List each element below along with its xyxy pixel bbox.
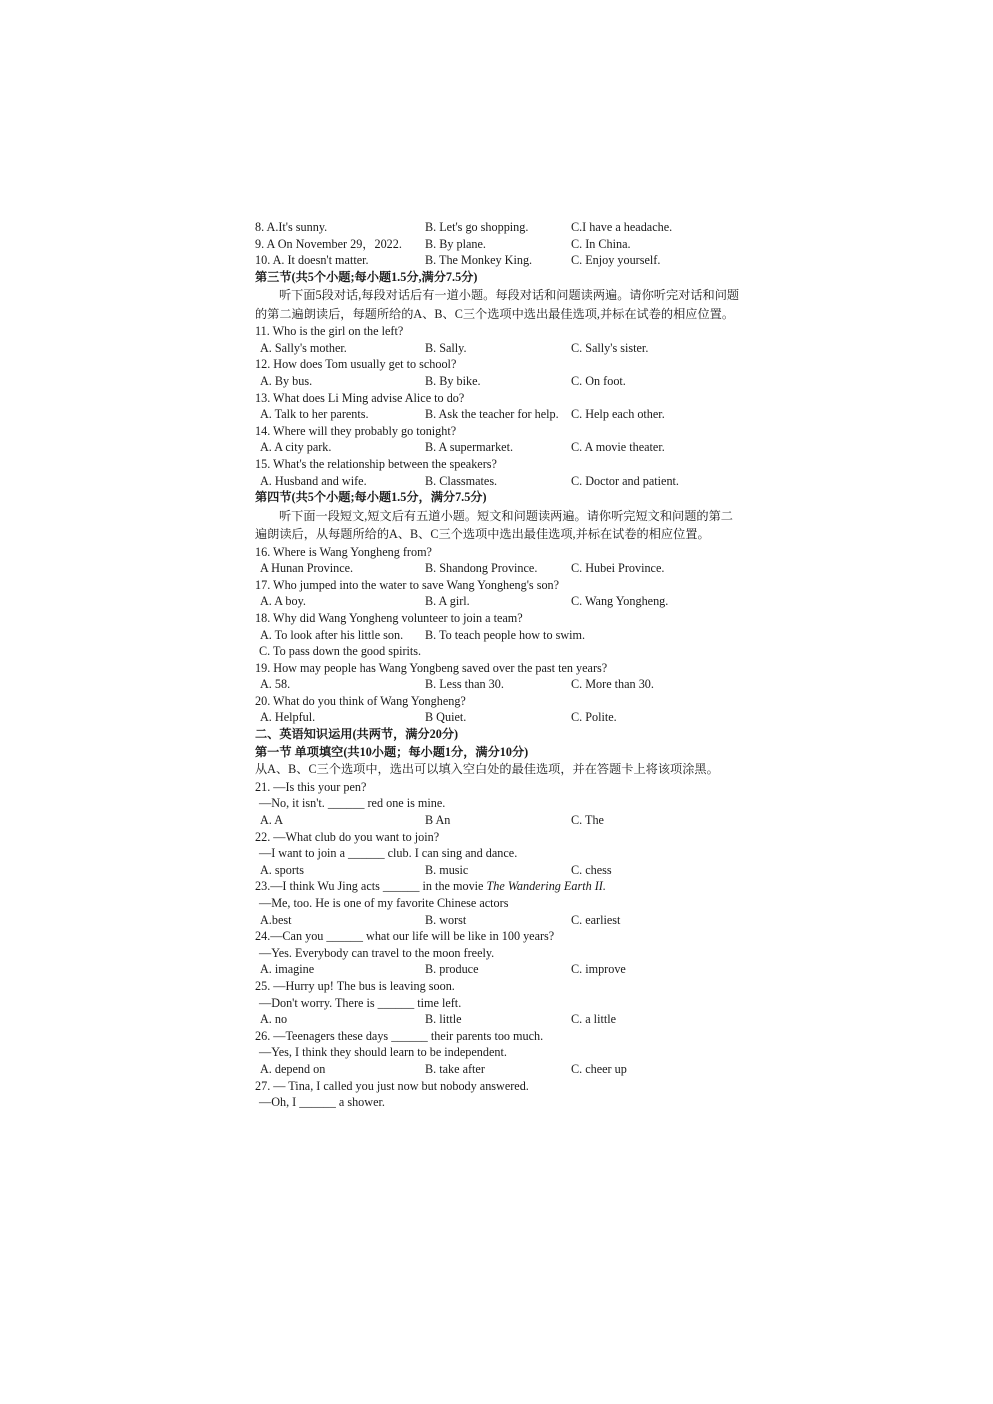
q12-option-b: B. By bike.: [425, 373, 481, 388]
q22-line-2: —I want to join a ______ club. I can sing and dance.: [259, 846, 518, 861]
q21-line-2: —No, it isn't. ______ red one is mine.: [259, 796, 446, 811]
q25-line-2: —Don't worry. There is ______ time left.: [259, 995, 462, 1010]
q13-option-a: A. Talk to her parents.: [260, 407, 369, 422]
q23-option-c: C. earliest: [571, 912, 621, 927]
q15-stem: 15. What's the relationship between the speakers?: [255, 456, 497, 471]
q27-line-2: —Oh, I ______ a shower.: [259, 1095, 385, 1110]
q23-line-1-text: 23.—I think Wu Jing acts ______ in the movie: [255, 879, 487, 894]
q26-option-b: B. take after: [425, 1061, 485, 1076]
q13-stem: 13. What does Li Ming advise Alice to do?: [255, 390, 465, 405]
q9-option-a: 9. A On November 29，2022.: [255, 236, 402, 251]
q26-line-1: 26. —Teenagers these days ______ their parents too much.: [255, 1028, 544, 1043]
q23-options: [255, 912, 745, 929]
q25-options: [255, 1011, 745, 1028]
q10-option-c: C. Enjoy yourself.: [571, 253, 661, 268]
q20-option-b: B Quiet.: [425, 710, 467, 725]
q25-option-a: A. no: [260, 1012, 288, 1027]
q14-option-a: A. A city park.: [260, 440, 332, 455]
q25-option-c: C. a little: [571, 1012, 617, 1027]
q17-stem: 17. Who jumped into the water to save Wang Yongheng's son?: [255, 577, 560, 592]
q12-option-a: A. By bus.: [260, 373, 313, 388]
q24-options: [255, 961, 745, 978]
q10-option-b: B. The Monkey King.: [425, 253, 533, 268]
q12-options: [255, 373, 745, 390]
q14-stem: 14. Where will they probably go tonight?: [255, 423, 457, 438]
q11-stem: 11. Who is the girl on the left?: [255, 324, 404, 339]
q19-option-c: C. More than 30.: [571, 677, 654, 692]
q26-option-a: A. depend on: [260, 1061, 326, 1076]
section-3-instructions: 听下面5段对话,每段对话后有一道小题。每段对话和问题读两遍。请你听完对话和问题的第二遍朗读后，每题所给的A、B、C三个选项中选出最佳选项,并标在试卷的相应位置。: [255, 288, 740, 321]
q13-option-c: C. Help each other.: [571, 407, 665, 422]
q15-option-a: A. Husband and wife.: [260, 473, 367, 488]
q18-option-b: B. To teach people how to swim.: [425, 627, 586, 642]
part-2-section-1-heading: 第一节 单项填空(共10小题；每小题1分，满分10分): [255, 744, 529, 759]
q20-option-c: C. Polite.: [571, 710, 617, 725]
q24-option-a: A. imagine: [260, 962, 315, 977]
q8-option-a: 8. A.It's sunny.: [255, 220, 328, 234]
q14-option-b: B. A supermarket.: [425, 440, 514, 455]
q25-option-b: B. little: [425, 1012, 462, 1027]
q24-line-1: 24.—Can you ______ what our life will be like in 100 years?: [255, 929, 555, 944]
q11-option-a: A. Sally's mother.: [260, 340, 347, 355]
q17-options: [255, 593, 745, 610]
q16-option-a: A Hunan Province.: [260, 561, 354, 576]
q17-option-c: C. Wang Yongheng.: [571, 594, 669, 609]
q20-options: [255, 709, 745, 726]
q19-options: [255, 676, 745, 693]
q11-option-c: C. Sally's sister.: [571, 340, 649, 355]
q8-option-c: C.I have a headache.: [571, 220, 673, 234]
q23-line-2: —Me, too. He is one of my favorite Chinese actors: [259, 896, 509, 910]
q24-option-c: C. improve: [571, 962, 626, 977]
part-2-instructions: 从A、B、C三个选项中，选出可以填入空白处的最佳选项，并在答题卡上将该项涂黑。: [255, 762, 719, 777]
q24-option-b: B. produce: [425, 962, 479, 977]
q22-options: [255, 862, 745, 879]
q9-option-b: B. By plane.: [425, 236, 486, 251]
q21-option-c: C. The: [571, 813, 604, 828]
exam-content: [255, 219, 745, 1111]
q17-option-a: A. A boy.: [260, 594, 306, 609]
q16-stem: 16. Where is Wang Yongheng from?: [255, 544, 432, 559]
q23-movie-title: The Wandering Earth II.: [486, 879, 606, 894]
q15-option-b: B. Classmates.: [425, 473, 498, 488]
q9-option-c: C. In China.: [571, 236, 631, 251]
q25-line-1: 25. —Hurry up! The bus is leaving soon.: [255, 978, 455, 993]
q15-option-c: C. Doctor and patient.: [571, 473, 679, 488]
q26-option-c: C. cheer up: [571, 1061, 627, 1076]
q19-option-a: A. 58.: [260, 677, 291, 692]
q23-option-a: A.best: [260, 912, 292, 927]
q23-option-b: B. worst: [425, 912, 467, 927]
q21-line-1: 21. —Is this your pen?: [255, 779, 367, 794]
q21-option-b: B An: [425, 813, 451, 828]
q16-options: [255, 560, 745, 577]
q22-line-1: 22. —What club do you want to join?: [255, 829, 440, 844]
q12-stem: 12. How does Tom usually get to school?: [255, 357, 457, 372]
q21-option-a: A. A: [260, 813, 284, 828]
q18-options: [255, 627, 745, 644]
q17-option-b: B. A girl.: [425, 594, 470, 609]
q22-option-c: C. chess: [571, 862, 612, 877]
q14-options: [255, 439, 745, 456]
section-3-heading: 第三节(共5个小题;每小题1.5分,满分7.5分): [255, 269, 478, 284]
q13-options: [255, 406, 745, 423]
q27-line-1: 27. — Tina, I called you just now but nobody answered.: [255, 1078, 529, 1093]
q18-stem: 18. Why did Wang Yongheng volunteer to join a team?: [255, 610, 523, 625]
q19-stem: 19. How may people has Wang Yongbeng saved over the past ten years?: [255, 660, 608, 675]
question-10: [255, 252, 745, 269]
q26-line-2: —Yes, I think they should learn to be independent.: [259, 1045, 507, 1060]
q21-options: [255, 812, 745, 829]
q26-options: [255, 1061, 745, 1078]
q10-option-a: 10. A. It doesn't matter.: [255, 253, 369, 268]
q11-options: [255, 340, 745, 357]
q18-option-a: A. To look after his little son.: [260, 627, 404, 642]
section-4-instructions: 听下面一段短文,短文后有五道小题。短文和问题读两遍。请你听完短文和问题的第二遍朗读后，从每题所给的A、B、C三个选项中选出最佳选项,并标在试卷的相应位置。: [255, 508, 733, 542]
q8-option-b: B. Let's go shopping.: [425, 220, 529, 234]
q18-option-c: C. To pass down the good spirits.: [259, 644, 422, 659]
q22-option-b: B. music: [425, 862, 469, 877]
q14-option-c: C. A movie theater.: [571, 440, 665, 455]
q12-option-c: C. On foot.: [571, 373, 626, 388]
question-8: [255, 219, 745, 236]
q16-option-c: C. Hubei Province.: [571, 561, 665, 576]
q16-option-b: B. Shandong Province.: [425, 561, 538, 576]
section-4-heading: 第四节(共5个小题;每小题1.5分，满分7.5分): [255, 490, 487, 505]
q22-option-a: A. sports: [260, 862, 305, 877]
q15-options: [255, 473, 745, 490]
q11-option-b: B. Sally.: [425, 340, 467, 355]
q23-line-1: [255, 878, 745, 895]
q13-option-b: B. Ask the teacher for help.: [425, 407, 559, 422]
part-2-heading: 二、英语知识运用(共两节，满分20分): [255, 727, 459, 742]
q20-stem: 20. What do you think of Wang Yongheng?: [255, 693, 466, 708]
q19-option-b: B. Less than 30.: [425, 677, 504, 692]
q24-line-2: —Yes. Everybody can travel to the moon freely.: [259, 945, 495, 960]
question-9: [255, 236, 745, 253]
q20-option-a: A. Helpful.: [260, 710, 316, 725]
